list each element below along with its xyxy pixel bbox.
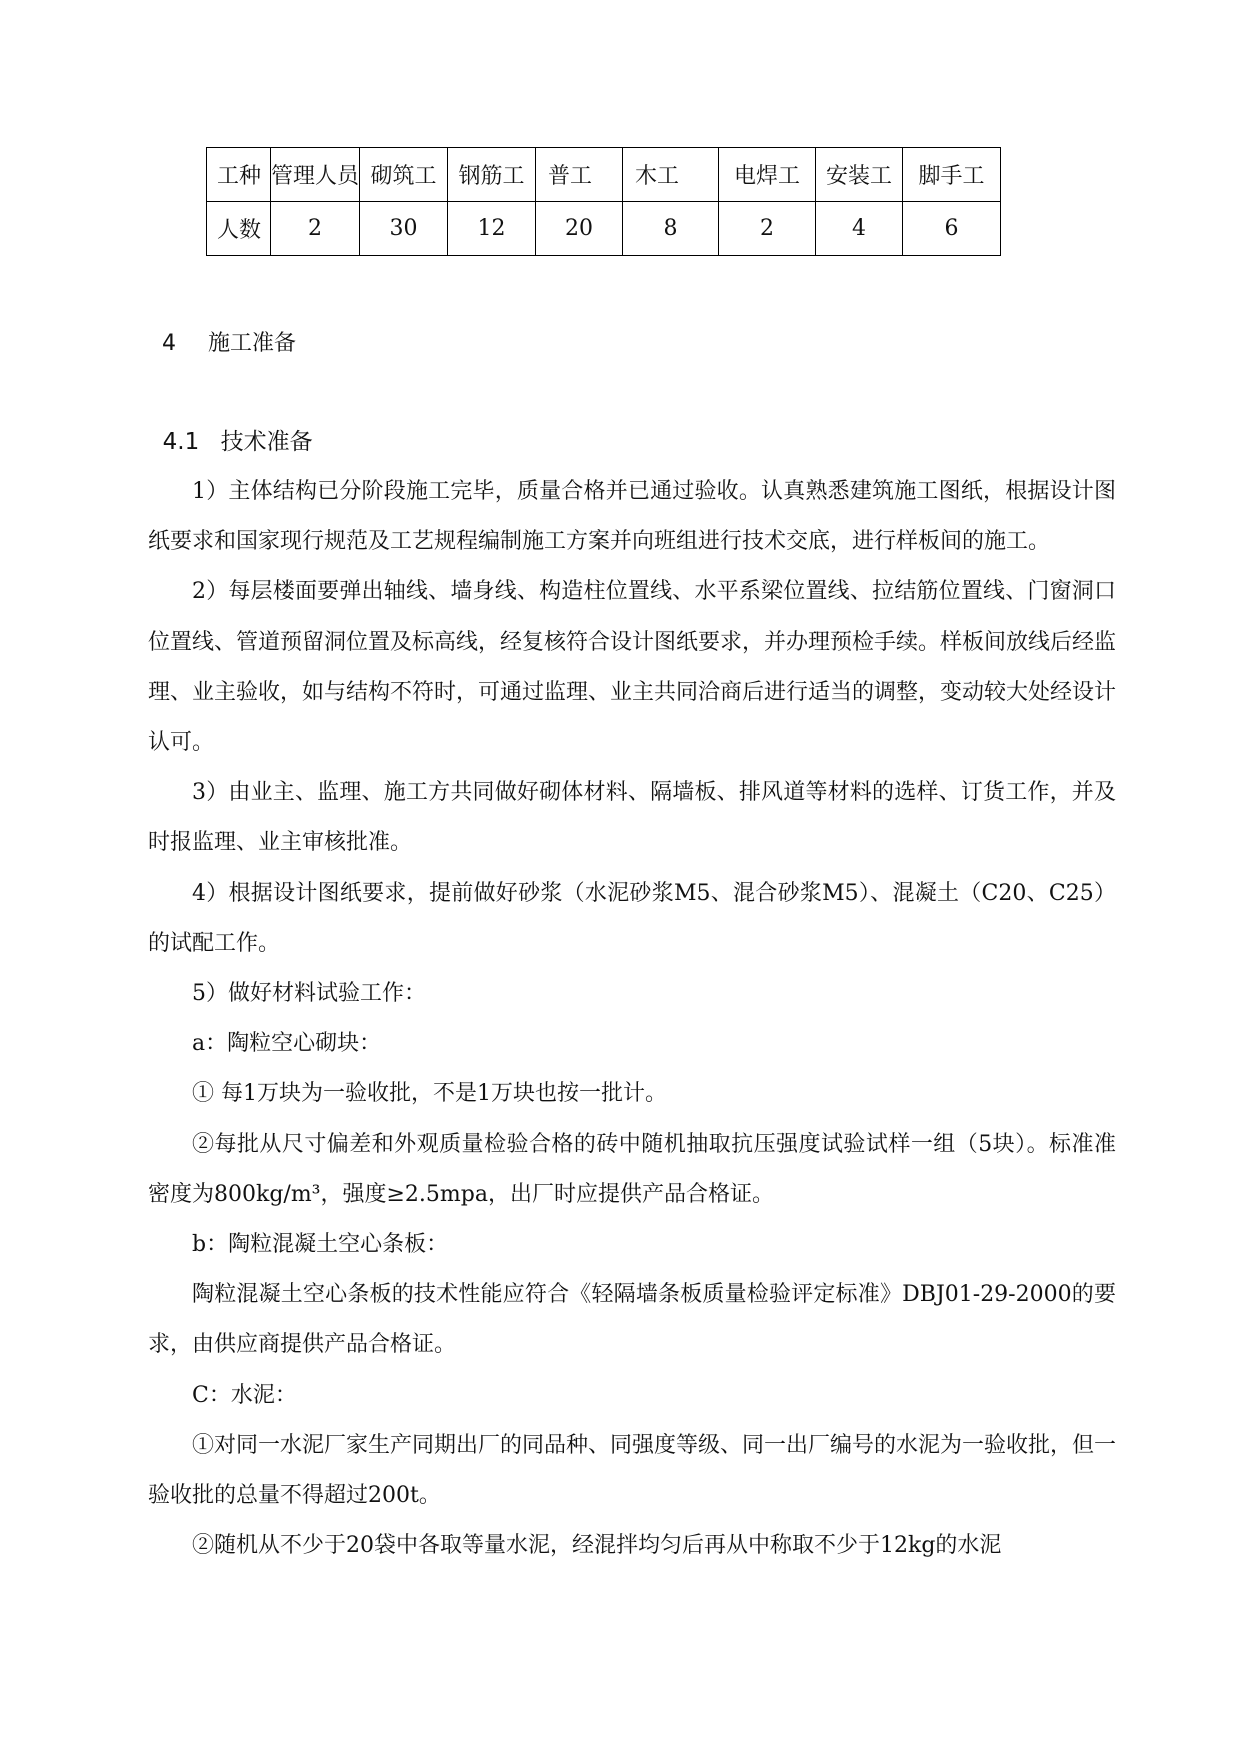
table-cell: 钢筋工	[448, 148, 536, 202]
table-cell: 6	[903, 202, 1001, 256]
table-cell: 工种	[207, 148, 271, 202]
paragraph: ②随机从不少于20袋中各取等量水泥，经混拌均匀后再从中称取不少于12kg的水泥	[192, 1533, 1002, 1559]
paragraph: C：水泥：	[192, 1382, 297, 1408]
table-cell: 人数	[207, 202, 271, 256]
table-cell: 砌筑工	[360, 148, 448, 202]
section-title: 施工准备	[208, 331, 297, 356]
paragraph: ②每批从尺寸偏差和外观质量检验合格的砖中随机抽取抗压强度试验试样一组（5块）。标准准密度为800kg/m³，强度≥2.5mpa，出厂时应提供产品合格证。	[148, 1131, 1116, 1207]
section-number: 4.1	[162, 429, 200, 455]
paragraph: ① 每1万块为一验收批，不是1万块也按一批计。	[192, 1081, 667, 1107]
paragraph: 5）做好材料试验工作：	[192, 981, 426, 1007]
paragraph: ①对同一水泥厂家生产同期出厂的同品种、同强度等级、同一出厂编号的水泥为一验收批，但一验收批的总量不得超过200t。	[148, 1432, 1117, 1509]
table-cell: 8	[623, 202, 719, 256]
table-cell: 脚手工	[903, 148, 1001, 202]
table-cell: 安装工	[816, 148, 903, 202]
paragraph: b：陶粒混凝土空心条板：	[192, 1232, 449, 1258]
table-row-trades	[207, 148, 1001, 202]
section-number: 4	[162, 331, 176, 356]
table-cell: 木工	[623, 148, 719, 202]
table-cell: 电焊工	[719, 148, 816, 202]
paragraph: 陶粒混凝土空心条板的技术性能应符合《轻隔墙条板质量检验评定标准》DBJ01-29-2000的要求，由供应商提供产品合格证。	[148, 1282, 1116, 1358]
paragraph: a：陶粒空心砌块：	[192, 1031, 382, 1057]
table-cell: 普工	[536, 148, 623, 202]
paragraph: 1）主体结构已分阶段施工完毕，质量合格并已通过验收。认真熟悉建筑施工图纸，根据设计图纸要求和国家现行规范及工艺规程编制施工方案并向班组进行技术交底，进行样板间的施工。	[148, 479, 1116, 555]
paragraph: 3）由业主、监理、施工方共同做好砌体材料、隔墙板、排风道等材料的选样、订货工作，并及时报监理、业主审核批准。	[148, 780, 1116, 856]
table-cell: 30	[360, 202, 448, 256]
paragraph: 4）根据设计图纸要求，提前做好砂浆（水泥砂浆M5、混合砂浆M5）、混凝土（C20、C25）的试配工作。	[148, 880, 1116, 956]
section-title: 技术准备	[220, 429, 313, 455]
table-cell: 2	[271, 202, 360, 256]
table-cell: 12	[448, 202, 536, 256]
section-heading-4-1	[148, 397, 313, 456]
table-cell: 2	[719, 202, 816, 256]
section-heading-4	[148, 301, 296, 357]
table-row-counts	[207, 202, 1001, 256]
paragraph: 2）每层楼面要弹出轴线、墙身线、构造柱位置线、水平系梁位置线、拉结筋位置线、门窗洞口位置线、管道预留洞位置及标高线，经复核符合设计图纸要求，并办理预检手续。样板间放线后经监理、业主验收，如与结构不符时，可通过监理、业主共同洽商后进行适当的调整，变动较大处经设计认可。	[148, 579, 1117, 756]
labor-table	[206, 147, 1001, 256]
table-cell: 4	[816, 202, 903, 256]
table-cell: 20	[536, 202, 623, 256]
table-cell: 管理人员	[271, 148, 360, 202]
body-text	[148, 467, 1116, 1571]
